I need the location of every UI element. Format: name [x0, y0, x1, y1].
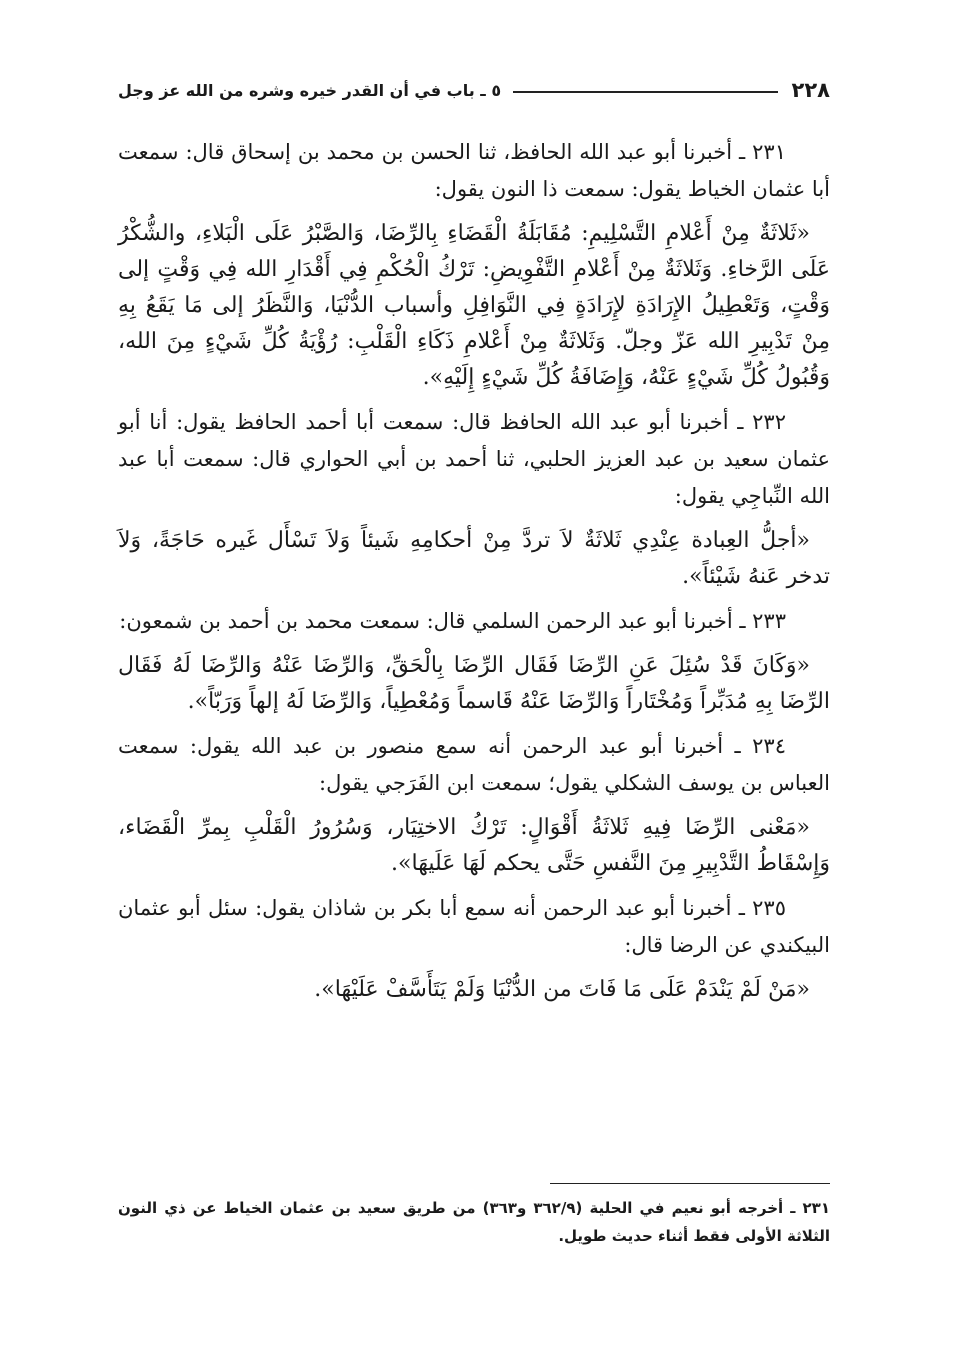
running-header: [118, 70, 830, 110]
narration-232-quote: «أجلُّ العِبادة عِنْدِي ثَلاثَةٌ لاَ تردَّ مِنْ أحكامِهِ شَيئاً وَلاَ تَسْأَل غَيره حَاجَةً، وَلاَ تدخر عَنهُ شَيْئاً».: [118, 528, 830, 589]
page-body: [118, 134, 830, 1016]
narration-235-isnad: ٢٣٥ ـ أخبرنا أبو عبد الرحمن أنه سمع أبا بكر بن شاذان يقول: سئل أبو عثمان البيكندي عن الرضا قال:: [118, 896, 830, 957]
header-rule: [513, 91, 777, 93]
narration-232-isnad: ٢٣٢ ـ أخبرنا أبو عبد الله الحافظ قال: سمعت أبا أحمد الحافظ يقول: أنا أبو عثمان سعيد بن عبد العزيز الحلبي، ثنا أحمد بن أبي الحواري قال: سمعت أبا عبد الله النِّباجِي يقول:: [118, 410, 830, 508]
narration-233-isnad: ٢٣٣ ـ أخبرنا أبو عبد الرحمن السلمي قال: سمعت محمد بن أحمد بن شمعون:: [119, 609, 786, 633]
page-number: ٢٢٨: [791, 78, 830, 102]
narration-234-isnad: ٢٣٤ ـ أخبرنا أبو عبد الرحمن أنه سمع منصور بن عبد الله يقول: سمعت العباس بن يوسف الشكلي يقول؛ سمعت ابن الفَرَجي يقول:: [118, 734, 830, 795]
narration-231-quote: «ثَلاثَةٌ مِنْ أَعْلامِ التَّسْلِيمِ: مُقَابَلَةُ الْقَضَاءِ بِالرِّضَا، وَالصَّبْرُ عَلَى الْبَلاءِ، والشُّكْرُ عَلَى الرَّخاءِ. وَثَلاثَةٌ مِنْ أَعْلامِ التَّفْوِيضِ: تَرْكُ الْحُكْمِ فِي أَقْدَارِ الله فِي وَقْتٍ إلى وَقْتٍ، وَتَعْطِيلُ الإِرَادَةِ لإِرَادَةٍ فِي النَّوَافِلِ وأسباب الدُّنْيَا، وَالنَّظَرُ إلى مَا يَقَعُ بِهِ مِنْ تَدْبِيرِ الله عَزّ وجلّ. وَثَلاثَةٌ مِنْ أَعْلامِ ذَكَاءِ الْقَلْبِ: رُؤْيَةُ كُلِّ شَيْءٍ مِنَ الله، وَقُبُولُ كُلِّ شَيْءٍ عَنْهُ، وَإِضَافَةُ كُلِّ شَيْءٍ إِلَيْهِ».: [118, 221, 830, 390]
narration-234-quote: «مَعْنى الرِّضَا فِيهِ ثَلاثَةُ أَقْوَالٍ: تَرْكُ الاختِيَار، وَسُرُورُ الْقَلْبِ بِمرِّ الْقَضَاء، وَإِسْقَاطُ التَّدْبِيرِ مِنَ النَّفسِ حَتَّى يحكم لَهَا عَلَيهَا».: [118, 815, 830, 876]
footnote-divider: [550, 1183, 830, 1184]
narration-231-isnad: ٢٣١ ـ أخبرنا أبو عبد الله الحافظ، ثنا الحسن بن محمد بن إسحاق قال: سمعت أبا عثمان الخياط يقول: سمعت ذا النون يقول:: [118, 140, 830, 201]
narration-235-quote: «مَنْ لَمْ يَنْدَمْ عَلَى مَا فَاتَ من الدُّنْيَا وَلَمْ يَتَأَسَّفْ عَلَيْهَا».: [314, 977, 810, 1002]
footnote: ٢٣١ ـ أخرجه أبو نعيم في الحلية (٣٦٢/٩ و٣٦٣) من طريق سعيد بن عثمان الخياط عن ذي النون الثلاثة الأولى فقط أثناء حديث طويل.: [118, 1199, 830, 1245]
chapter-title: ٥ ـ باب في أن القدر خيره وشره من الله عز وجل: [118, 80, 502, 100]
narration-233-quote: «وَكَانَ قَدْ سُئِلَ عَنِ الرِّضَا فَقَال الرِّضَا بِالْحَقِّ، وَالرِّضَا عَنْهُ وَالرِّضَا لَهُ فَقَال الرِّضَا بِهِ مُدَبِّراً وَمُخْتَاراً وَالرِّضَا عَنْهُ قَاسماً وَمُعْطِياً، وَالرِّضَا لَهُ إلهاً وَرَبّاً».: [118, 653, 830, 714]
